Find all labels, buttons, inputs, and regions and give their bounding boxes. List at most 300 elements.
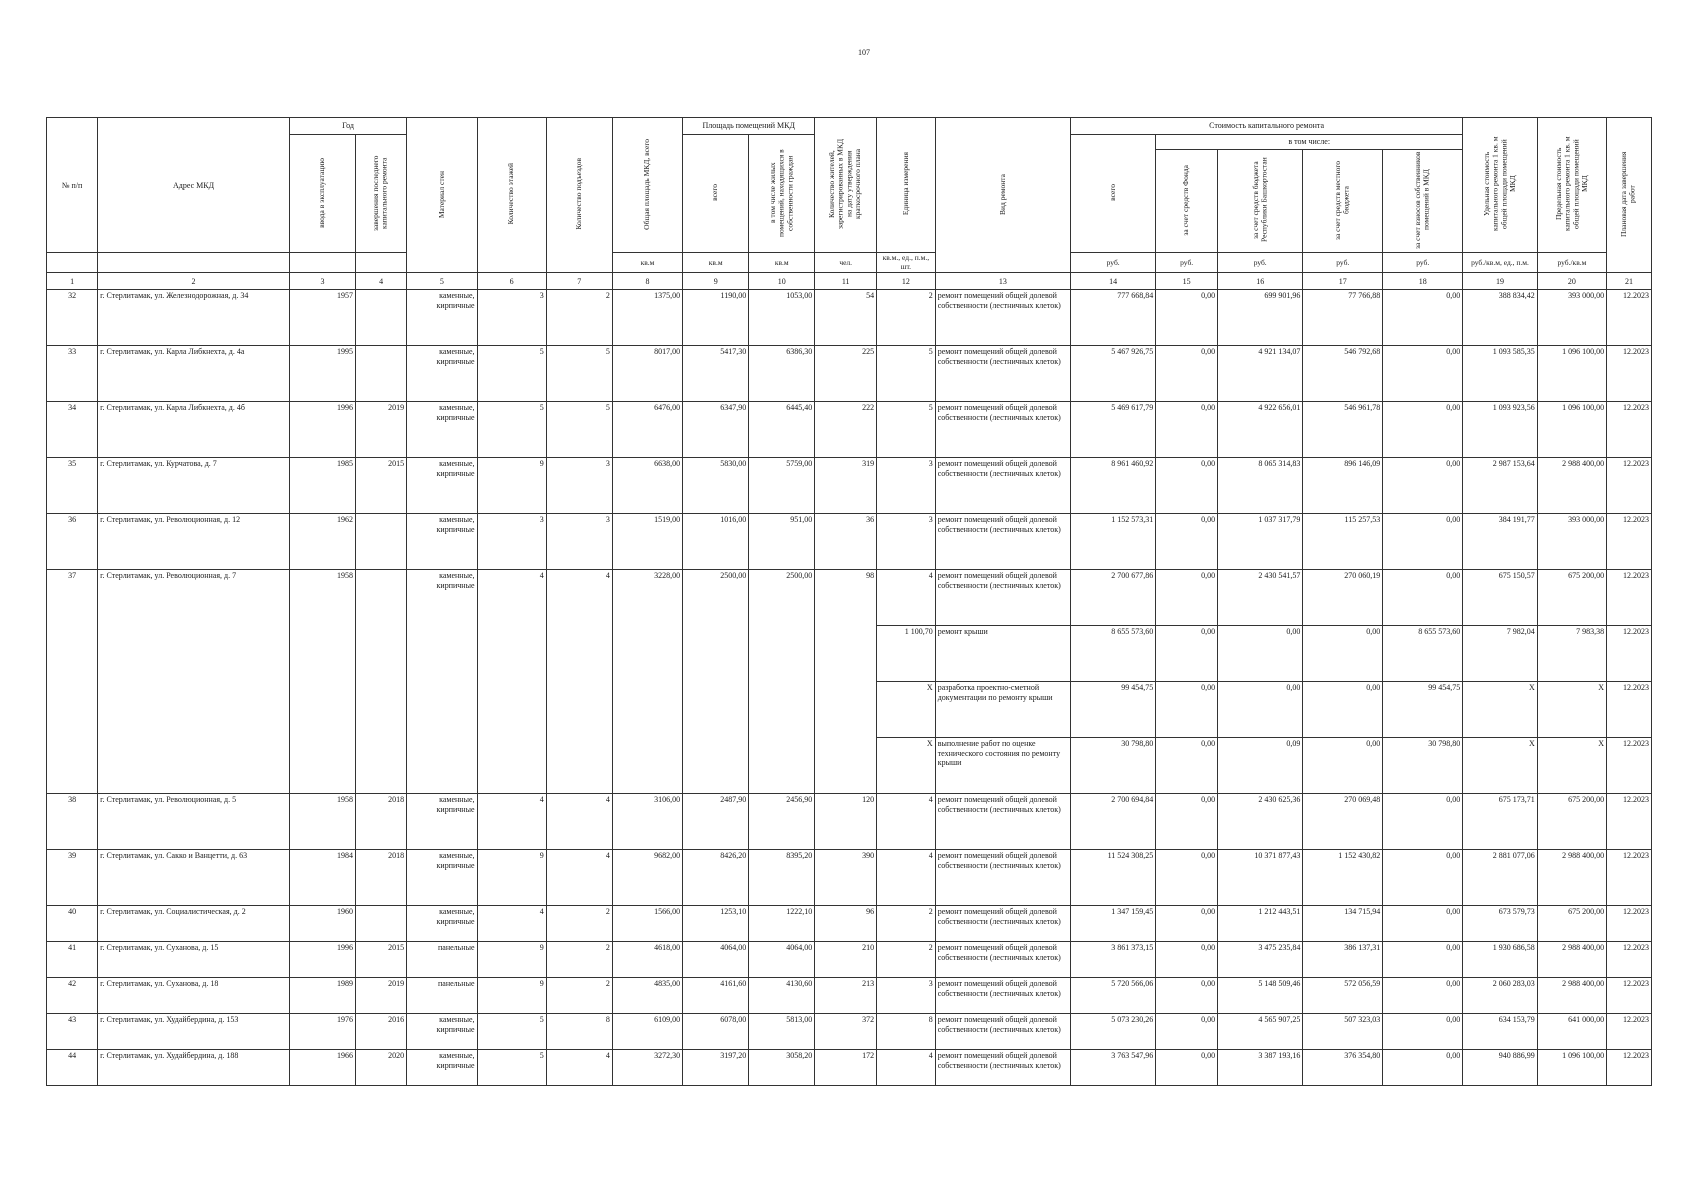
- table-cell: 134 715,94: [1303, 906, 1383, 942]
- unit-cell: чел.: [815, 253, 877, 273]
- col-number: 4: [356, 273, 407, 290]
- header-cost-total: всего: [1071, 135, 1156, 253]
- table-cell: 5830,00: [683, 458, 749, 514]
- table-cell: 4: [546, 794, 612, 850]
- header-num: № п/п: [47, 118, 98, 253]
- table-cell: 4835,00: [612, 978, 682, 1014]
- table-cell: 6386,30: [749, 346, 815, 402]
- table-cell: 213: [815, 978, 877, 1014]
- table-cell: каменные, кирпичные: [407, 290, 477, 346]
- table-cell: 270 069,48: [1303, 794, 1383, 850]
- table-cell: 9: [477, 458, 546, 514]
- table-cell: 4 565 907,25: [1218, 1014, 1303, 1050]
- table-cell: 41: [47, 942, 98, 978]
- table-cell: 43: [47, 1014, 98, 1050]
- unit-cell: руб./кв.м, ед., п.м.: [1463, 253, 1538, 273]
- header-year-commission: ввода в эксплуатацию: [289, 135, 355, 253]
- table-cell: 507 323,03: [1303, 1014, 1383, 1050]
- table-cell: [356, 906, 407, 942]
- unit-cell: кв.м: [749, 253, 815, 273]
- unit-cell: кв.м., ед., п.м., шт.: [877, 253, 936, 273]
- table-cell: 4: [477, 906, 546, 942]
- table-cell: 3: [877, 514, 936, 570]
- table-cell: 4161,60: [683, 978, 749, 1014]
- table-cell: 0,00: [1383, 850, 1463, 906]
- table-cell: 4: [877, 1050, 936, 1086]
- table-cell: 641 000,00: [1537, 1014, 1606, 1050]
- table-cell: X: [1537, 682, 1606, 738]
- header-area-group: Площадь помещений МКД: [683, 118, 815, 135]
- header-cost-fund: за счет средств Фонда: [1156, 150, 1218, 253]
- table-cell: 5 073 230,26: [1071, 1014, 1156, 1050]
- table-cell: 3 387 193,16: [1218, 1050, 1303, 1086]
- table-cell: 1 930 686,58: [1463, 942, 1538, 978]
- table-cell: 1222,10: [749, 906, 815, 942]
- table-cell: 98: [815, 570, 877, 794]
- table-row: [47, 906, 1652, 942]
- table-cell: X: [1463, 738, 1538, 794]
- table-cell: 222: [815, 402, 877, 458]
- table-cell: 2019: [356, 978, 407, 1014]
- header-plan-date: Плановая дата завершения работ: [1607, 118, 1652, 273]
- table-cell: 393 000,00: [1537, 514, 1606, 570]
- col-number: 3: [289, 273, 355, 290]
- col-number: 7: [546, 273, 612, 290]
- table-cell: каменные, кирпичные: [407, 1014, 477, 1050]
- table-cell: 3197,20: [683, 1050, 749, 1086]
- table-cell: 1 152 430,82: [1303, 850, 1383, 906]
- table-cell: 2 700 677,86: [1071, 570, 1156, 626]
- units-row: [47, 253, 1652, 273]
- table-cell: 386 137,31: [1303, 942, 1383, 978]
- table-cell: г. Стерлитамак, ул. Карла Либкнехта, д. 4б: [98, 402, 290, 458]
- table-cell: 6347,90: [683, 402, 749, 458]
- table-cell: ремонт помещений общей долевой собственности (лестничных клеток): [935, 942, 1070, 978]
- table-cell: 5: [477, 402, 546, 458]
- col-number: 21: [1607, 273, 1652, 290]
- table-cell: 99 454,75: [1383, 682, 1463, 738]
- table-cell: 699 901,96: [1218, 290, 1303, 346]
- table-cell: г. Стерлитамак, ул. Суханова, д. 15: [98, 942, 290, 978]
- table-cell: 3 861 373,15: [1071, 942, 1156, 978]
- header-total-area: Общая площадь МКД, всего: [612, 118, 682, 253]
- table-cell: 1190,00: [683, 290, 749, 346]
- table-cell: 3 475 235,84: [1218, 942, 1303, 978]
- header-max-cost: Предельная стоимость капитального ремонта 1 кв. м общей площади помещений МКД: [1537, 118, 1606, 253]
- table-cell: 12.2023: [1607, 850, 1652, 906]
- table-cell: 675 200,00: [1537, 794, 1606, 850]
- table-cell: 0,00: [1383, 794, 1463, 850]
- table-cell: X: [1537, 738, 1606, 794]
- table-cell: 210: [815, 942, 877, 978]
- table-cell: 5759,00: [749, 458, 815, 514]
- table-cell: 4 922 656,01: [1218, 402, 1303, 458]
- col-number: 19: [1463, 273, 1538, 290]
- table-cell: 2487,90: [683, 794, 749, 850]
- table-row: [47, 570, 1652, 626]
- table-cell: 4: [477, 570, 546, 794]
- table-row: [47, 402, 1652, 458]
- table-cell: 0,00: [1303, 682, 1383, 738]
- table-cell: 5813,00: [749, 1014, 815, 1050]
- table-cell: каменные, кирпичные: [407, 570, 477, 794]
- table-cell: 2015: [356, 458, 407, 514]
- table-cell: 37: [47, 570, 98, 794]
- table-cell: 54: [815, 290, 877, 346]
- table-cell: 390: [815, 850, 877, 906]
- table-cell: 4 921 134,07: [1218, 346, 1303, 402]
- table-cell: г. Стерлитамак, ул. Суханова, д. 18: [98, 978, 290, 1014]
- table-row: [47, 514, 1652, 570]
- unit-cell: руб.: [1383, 253, 1463, 273]
- table-cell: 634 153,79: [1463, 1014, 1538, 1050]
- table-cell: 8 961 460,92: [1071, 458, 1156, 514]
- table-cell: 12.2023: [1607, 458, 1652, 514]
- table-cell: г. Стерлитамак, ул. Социалистическая, д. 2: [98, 906, 290, 942]
- table-cell: 4: [546, 570, 612, 794]
- table-cell: ремонт помещений общей долевой собственности (лестничных клеток): [935, 570, 1070, 626]
- table-cell: 1976: [289, 1014, 355, 1050]
- table-cell: 7 982,04: [1463, 626, 1538, 682]
- table-cell: 1995: [289, 346, 355, 402]
- table-cell: 2 988 400,00: [1537, 458, 1606, 514]
- table-cell: 6638,00: [612, 458, 682, 514]
- table-cell: каменные, кирпичные: [407, 906, 477, 942]
- table-cell: 8 655 573,60: [1071, 626, 1156, 682]
- table-cell: 4: [546, 1050, 612, 1086]
- table-cell: каменные, кирпичные: [407, 402, 477, 458]
- table-cell: 1989: [289, 978, 355, 1014]
- table-cell: 2018: [356, 794, 407, 850]
- unit-cell: кв.м: [683, 253, 749, 273]
- table-cell: 12.2023: [1607, 290, 1652, 346]
- table-cell: 777 668,84: [1071, 290, 1156, 346]
- table-cell: 225: [815, 346, 877, 402]
- table-cell: 36: [47, 514, 98, 570]
- table-cell: 1 096 100,00: [1537, 402, 1606, 458]
- table-cell: 384 191,77: [1463, 514, 1538, 570]
- table-cell: 675 200,00: [1537, 906, 1606, 942]
- table-cell: [356, 514, 407, 570]
- table-row: [47, 290, 1652, 346]
- header-area-residential: в том числе жилых помещений, находящихся в собственности граждан: [749, 135, 815, 253]
- table-cell: 8: [877, 1014, 936, 1050]
- unit-cell: руб.: [1218, 253, 1303, 273]
- header-cost-group: Стоимость капитального ремонта: [1071, 118, 1463, 135]
- table-cell: 10 371 877,43: [1218, 850, 1303, 906]
- unit-cell: [47, 253, 98, 273]
- table-cell: 951,00: [749, 514, 815, 570]
- table-cell: 6476,00: [612, 402, 682, 458]
- table-cell: 5 469 617,79: [1071, 402, 1156, 458]
- table-cell: 120: [815, 794, 877, 850]
- table-cell: 2018: [356, 850, 407, 906]
- table-cell: ремонт помещений общей долевой собственности (лестничных клеток): [935, 290, 1070, 346]
- table-cell: 4: [546, 850, 612, 906]
- table-cell: 0,00: [1156, 794, 1218, 850]
- table-cell: 1 347 159,45: [1071, 906, 1156, 942]
- table-cell: 1566,00: [612, 906, 682, 942]
- column-numbers-row: [47, 273, 1652, 290]
- table-cell: [356, 346, 407, 402]
- table-cell: 77 766,88: [1303, 290, 1383, 346]
- header-wall-material: Материал стен: [407, 118, 477, 273]
- table-cell: 12.2023: [1607, 906, 1652, 942]
- table-cell: [356, 570, 407, 794]
- table-cell: 5 148 509,46: [1218, 978, 1303, 1014]
- table-cell: 0,00: [1156, 402, 1218, 458]
- table-cell: г. Стерлитамак, ул. Худайбердина, д. 153: [98, 1014, 290, 1050]
- table-cell: 34: [47, 402, 98, 458]
- header-cost-owners: за счет взносов собственников помещений в МКД: [1383, 150, 1463, 253]
- table-row: [47, 794, 1652, 850]
- table-row: [47, 1050, 1652, 1086]
- table-cell: 2: [877, 906, 936, 942]
- table-cell: 2500,00: [749, 570, 815, 794]
- table-cell: 6078,00: [683, 1014, 749, 1050]
- table-cell: 5: [546, 346, 612, 402]
- table-cell: 8 655 573,60: [1383, 626, 1463, 682]
- table-cell: 3058,20: [749, 1050, 815, 1086]
- table-cell: 4: [877, 794, 936, 850]
- table-cell: 115 257,53: [1303, 514, 1383, 570]
- table-cell: разработка проектно-сметной документации по ремонту крыши: [935, 682, 1070, 738]
- table-cell: 12.2023: [1607, 794, 1652, 850]
- table-cell: 2 430 541,57: [1218, 570, 1303, 626]
- table-cell: г. Стерлитамак, ул. Революционная, д. 7: [98, 570, 290, 794]
- table-cell: 7 983,38: [1537, 626, 1606, 682]
- table-cell: каменные, кирпичные: [407, 850, 477, 906]
- table-cell: 3: [546, 514, 612, 570]
- table-cell: 5: [877, 402, 936, 458]
- table-cell: 0,00: [1383, 346, 1463, 402]
- table-cell: 0,00: [1383, 290, 1463, 346]
- table-cell: выполнение работ по оценке технического состояния по ремонту крыши: [935, 738, 1070, 794]
- table-cell: 0,00: [1218, 682, 1303, 738]
- table-cell: 1 100,70: [877, 626, 936, 682]
- table-cell: ремонт помещений общей долевой собственности (лестничных клеток): [935, 514, 1070, 570]
- header-repair-type: Вид ремонта: [935, 118, 1070, 273]
- table-cell: 2 060 283,03: [1463, 978, 1538, 1014]
- table-cell: 0,00: [1303, 626, 1383, 682]
- table-cell: каменные, кирпичные: [407, 794, 477, 850]
- table-cell: 5: [477, 1050, 546, 1086]
- table-cell: 0,00: [1156, 850, 1218, 906]
- table-cell: 9: [477, 942, 546, 978]
- table-cell: 6109,00: [612, 1014, 682, 1050]
- table-cell: 1984: [289, 850, 355, 906]
- table-cell: 44: [47, 1050, 98, 1086]
- table-cell: 0,00: [1156, 290, 1218, 346]
- col-number: 16: [1218, 273, 1303, 290]
- table-cell: 1 037 317,79: [1218, 514, 1303, 570]
- table-cell: 2 700 694,84: [1071, 794, 1156, 850]
- table-cell: г. Стерлитамак, ул. Карла Либкнехта, д. 4а: [98, 346, 290, 402]
- table-cell: 172: [815, 1050, 877, 1086]
- table-cell: 36: [815, 514, 877, 570]
- table-cell: 11 524 308,25: [1071, 850, 1156, 906]
- table-cell: 39: [47, 850, 98, 906]
- table-cell: 2 987 153,64: [1463, 458, 1538, 514]
- table-cell: 0,00: [1156, 1050, 1218, 1086]
- table-cell: 1016,00: [683, 514, 749, 570]
- table-cell: 8395,20: [749, 850, 815, 906]
- table-cell: г. Стерлитамак, ул. Революционная, д. 5: [98, 794, 290, 850]
- table-cell: 0,00: [1156, 514, 1218, 570]
- table-cell: 5 720 566,06: [1071, 978, 1156, 1014]
- table-cell: 270 060,19: [1303, 570, 1383, 626]
- table-cell: 1253,10: [683, 906, 749, 942]
- col-number: 15: [1156, 273, 1218, 290]
- table-cell: ремонт помещений общей долевой собственности (лестничных клеток): [935, 794, 1070, 850]
- table-row: [47, 850, 1652, 906]
- header-year-last-repair: завершения последнего капитального ремонта: [356, 135, 407, 253]
- header-area-total: всего: [683, 135, 749, 253]
- table-cell: 940 886,99: [1463, 1050, 1538, 1086]
- table-cell: 0,00: [1156, 978, 1218, 1014]
- table-cell: г. Стерлитамак, ул. Курчатова, д. 7: [98, 458, 290, 514]
- table-cell: 2 988 400,00: [1537, 978, 1606, 1014]
- table-cell: 1957: [289, 290, 355, 346]
- table-cell: 0,00: [1383, 402, 1463, 458]
- table-cell: 0,00: [1218, 626, 1303, 682]
- table-cell: 0,00: [1383, 906, 1463, 942]
- table-cell: 5: [477, 346, 546, 402]
- table-cell: 8: [546, 1014, 612, 1050]
- table-cell: 9: [477, 850, 546, 906]
- table-cell: 12.2023: [1607, 514, 1652, 570]
- table-cell: г. Стерлитамак, ул. Худайбердина, д. 188: [98, 1050, 290, 1086]
- table-cell: 1 212 443,51: [1218, 906, 1303, 942]
- table-cell: 3: [877, 978, 936, 1014]
- table-cell: 2019: [356, 402, 407, 458]
- table-cell: 42: [47, 978, 98, 1014]
- table-cell: 12.2023: [1607, 1050, 1652, 1086]
- table-row: [47, 458, 1652, 514]
- table-cell: 1 093 923,56: [1463, 402, 1538, 458]
- col-number: 8: [612, 273, 682, 290]
- unit-cell: руб.: [1071, 253, 1156, 273]
- table-cell: X: [877, 738, 936, 794]
- table-cell: 2 988 400,00: [1537, 942, 1606, 978]
- page-number: 107: [858, 48, 870, 57]
- col-number: 20: [1537, 273, 1606, 290]
- table-cell: 2456,90: [749, 794, 815, 850]
- table-cell: 5: [546, 402, 612, 458]
- table-cell: 0,00: [1303, 738, 1383, 794]
- table-cell: 376 354,80: [1303, 1050, 1383, 1086]
- table-cell: 30 798,80: [1071, 738, 1156, 794]
- table-cell: 675 150,57: [1463, 570, 1538, 626]
- table-cell: 0,00: [1156, 570, 1218, 626]
- table-cell: 1996: [289, 402, 355, 458]
- table-cell: 0,00: [1383, 942, 1463, 978]
- table-row: [47, 346, 1652, 402]
- table-cell: 3: [877, 458, 936, 514]
- table-cell: 2: [546, 942, 612, 978]
- table-cell: 3228,00: [612, 570, 682, 794]
- unit-cell: [98, 253, 290, 273]
- table-cell: 1996: [289, 942, 355, 978]
- table-cell: 0,00: [1383, 570, 1463, 626]
- col-number: 10: [749, 273, 815, 290]
- table-cell: 5: [877, 346, 936, 402]
- unit-cell: [356, 253, 407, 273]
- table-cell: ремонт помещений общей долевой собственности (лестничных клеток): [935, 1050, 1070, 1086]
- col-number: 17: [1303, 273, 1383, 290]
- table-row: [47, 1014, 1652, 1050]
- table-cell: ремонт помещений общей долевой собственности (лестничных клеток): [935, 346, 1070, 402]
- table-cell: 4618,00: [612, 942, 682, 978]
- table-cell: панельные: [407, 978, 477, 1014]
- table-cell: 1 093 585,35: [1463, 346, 1538, 402]
- table-cell: 2020: [356, 1050, 407, 1086]
- unit-cell: кв.м: [612, 253, 682, 273]
- unit-cell: руб.: [1156, 253, 1218, 273]
- table-cell: 546 792,68: [1303, 346, 1383, 402]
- col-number: 1: [47, 273, 98, 290]
- table-cell: ремонт крыши: [935, 626, 1070, 682]
- table-cell: 2500,00: [683, 570, 749, 794]
- header-unit: Единица измерения: [877, 118, 936, 253]
- table-header: [47, 118, 1652, 290]
- table-cell: 3: [477, 290, 546, 346]
- table-cell: 2: [877, 942, 936, 978]
- unit-cell: руб./кв.м: [1537, 253, 1606, 273]
- table-cell: 38: [47, 794, 98, 850]
- table-cell: 675 200,00: [1537, 570, 1606, 626]
- table-cell: ремонт помещений общей долевой собственности (лестничных клеток): [935, 458, 1070, 514]
- table-cell: 5417,30: [683, 346, 749, 402]
- table-cell: 0,00: [1156, 738, 1218, 794]
- table-cell: 1958: [289, 794, 355, 850]
- table-cell: 32: [47, 290, 98, 346]
- table-cell: 5 467 926,75: [1071, 346, 1156, 402]
- table-cell: 1966: [289, 1050, 355, 1086]
- table-cell: ремонт помещений общей долевой собственности (лестничных клеток): [935, 402, 1070, 458]
- table-cell: 8 065 314,83: [1218, 458, 1303, 514]
- table-cell: 1 096 100,00: [1537, 346, 1606, 402]
- table-cell: 12.2023: [1607, 626, 1652, 682]
- table-cell: панельные: [407, 942, 477, 978]
- table-cell: X: [877, 682, 936, 738]
- unit-cell: [289, 253, 355, 273]
- table-cell: 0,00: [1383, 978, 1463, 1014]
- table-cell: 9682,00: [612, 850, 682, 906]
- table-body: [47, 290, 1652, 1086]
- table-cell: 1985: [289, 458, 355, 514]
- table-cell: 2 881 077,06: [1463, 850, 1538, 906]
- table-cell: 30 798,80: [1383, 738, 1463, 794]
- table-cell: 2: [877, 290, 936, 346]
- table-cell: 2015: [356, 942, 407, 978]
- table-cell: 8426,20: [683, 850, 749, 906]
- table-cell: 1962: [289, 514, 355, 570]
- table-cell: ремонт помещений общей долевой собственности (лестничных клеток): [935, 1014, 1070, 1050]
- table-cell: 99 454,75: [1071, 682, 1156, 738]
- table-cell: 40: [47, 906, 98, 942]
- table-cell: 0,00: [1156, 626, 1218, 682]
- table-cell: 4064,00: [749, 942, 815, 978]
- table-cell: 4130,60: [749, 978, 815, 1014]
- table-cell: 33: [47, 346, 98, 402]
- col-number: 2: [98, 273, 290, 290]
- table-cell: 8017,00: [612, 346, 682, 402]
- header-entrances: Количество подъездов: [546, 118, 612, 273]
- table-cell: 675 173,71: [1463, 794, 1538, 850]
- table-cell: 2: [546, 906, 612, 942]
- table-cell: каменные, кирпичные: [407, 1050, 477, 1086]
